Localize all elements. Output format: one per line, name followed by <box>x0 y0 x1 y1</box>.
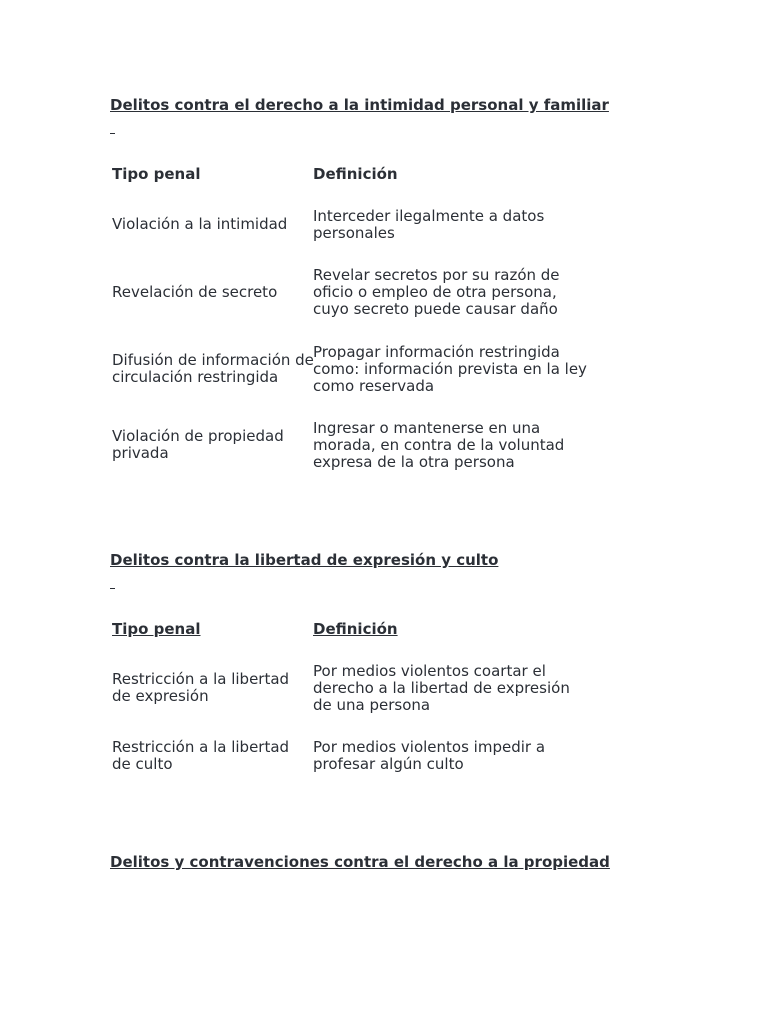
table-1-row-3-definicion: Propagar información restringida como: información prevista en la ley como reservada <box>313 343 587 395</box>
table-1-row-4-tipo: Violación de propiedad privada <box>112 427 284 462</box>
table-2-row-1-tipo: Restricción a la libertad de expresión <box>112 670 290 705</box>
section-2-title: Delitos contra la libertad de expresión y culto <box>110 551 499 569</box>
table-1-row-2-definicion: Revelar secretos por su razón de oficio o empleo de otra persona, cuyo secreto puede causar daño <box>313 266 560 318</box>
table-1-row-4-definicion: Ingresar o mantenerse en una morada, en contra de la voluntad expresa de la otra persona <box>313 419 565 471</box>
table-2-header-definicion: Definición <box>313 620 398 638</box>
table-2-row-1-definicion: Por medios violentos coartar el derecho a la libertad de expresión de una persona <box>313 662 570 714</box>
section-3-title: Delitos y contravenciones contra el derecho a la propiedad <box>110 853 610 871</box>
table-1-row-3-tipo: Difusión de información de circulación restringida <box>112 351 314 386</box>
table-1-header-definicion: Definición <box>313 165 398 183</box>
table-1-row-1-definicion: Interceder ilegalmente a datos personales <box>313 207 545 242</box>
empty-line-marker <box>110 587 115 589</box>
table-1-header-tipo-penal: Tipo penal <box>112 165 201 183</box>
table-2-header-tipo-penal: Tipo penal <box>112 620 201 638</box>
table-1-row-1-tipo: Violación a la intimidad <box>112 215 288 233</box>
table-1-row-2-tipo: Revelación de secreto <box>112 283 278 301</box>
table-2-row-2-definicion: Por medios violentos impedir a profesar algún culto <box>313 738 546 773</box>
table-2-row-2-tipo: Restricción a la libertad de culto <box>112 738 290 773</box>
empty-line-marker <box>110 132 115 134</box>
section-1-title: Delitos contra el derecho a la intimidad personal y familiar <box>110 96 609 114</box>
